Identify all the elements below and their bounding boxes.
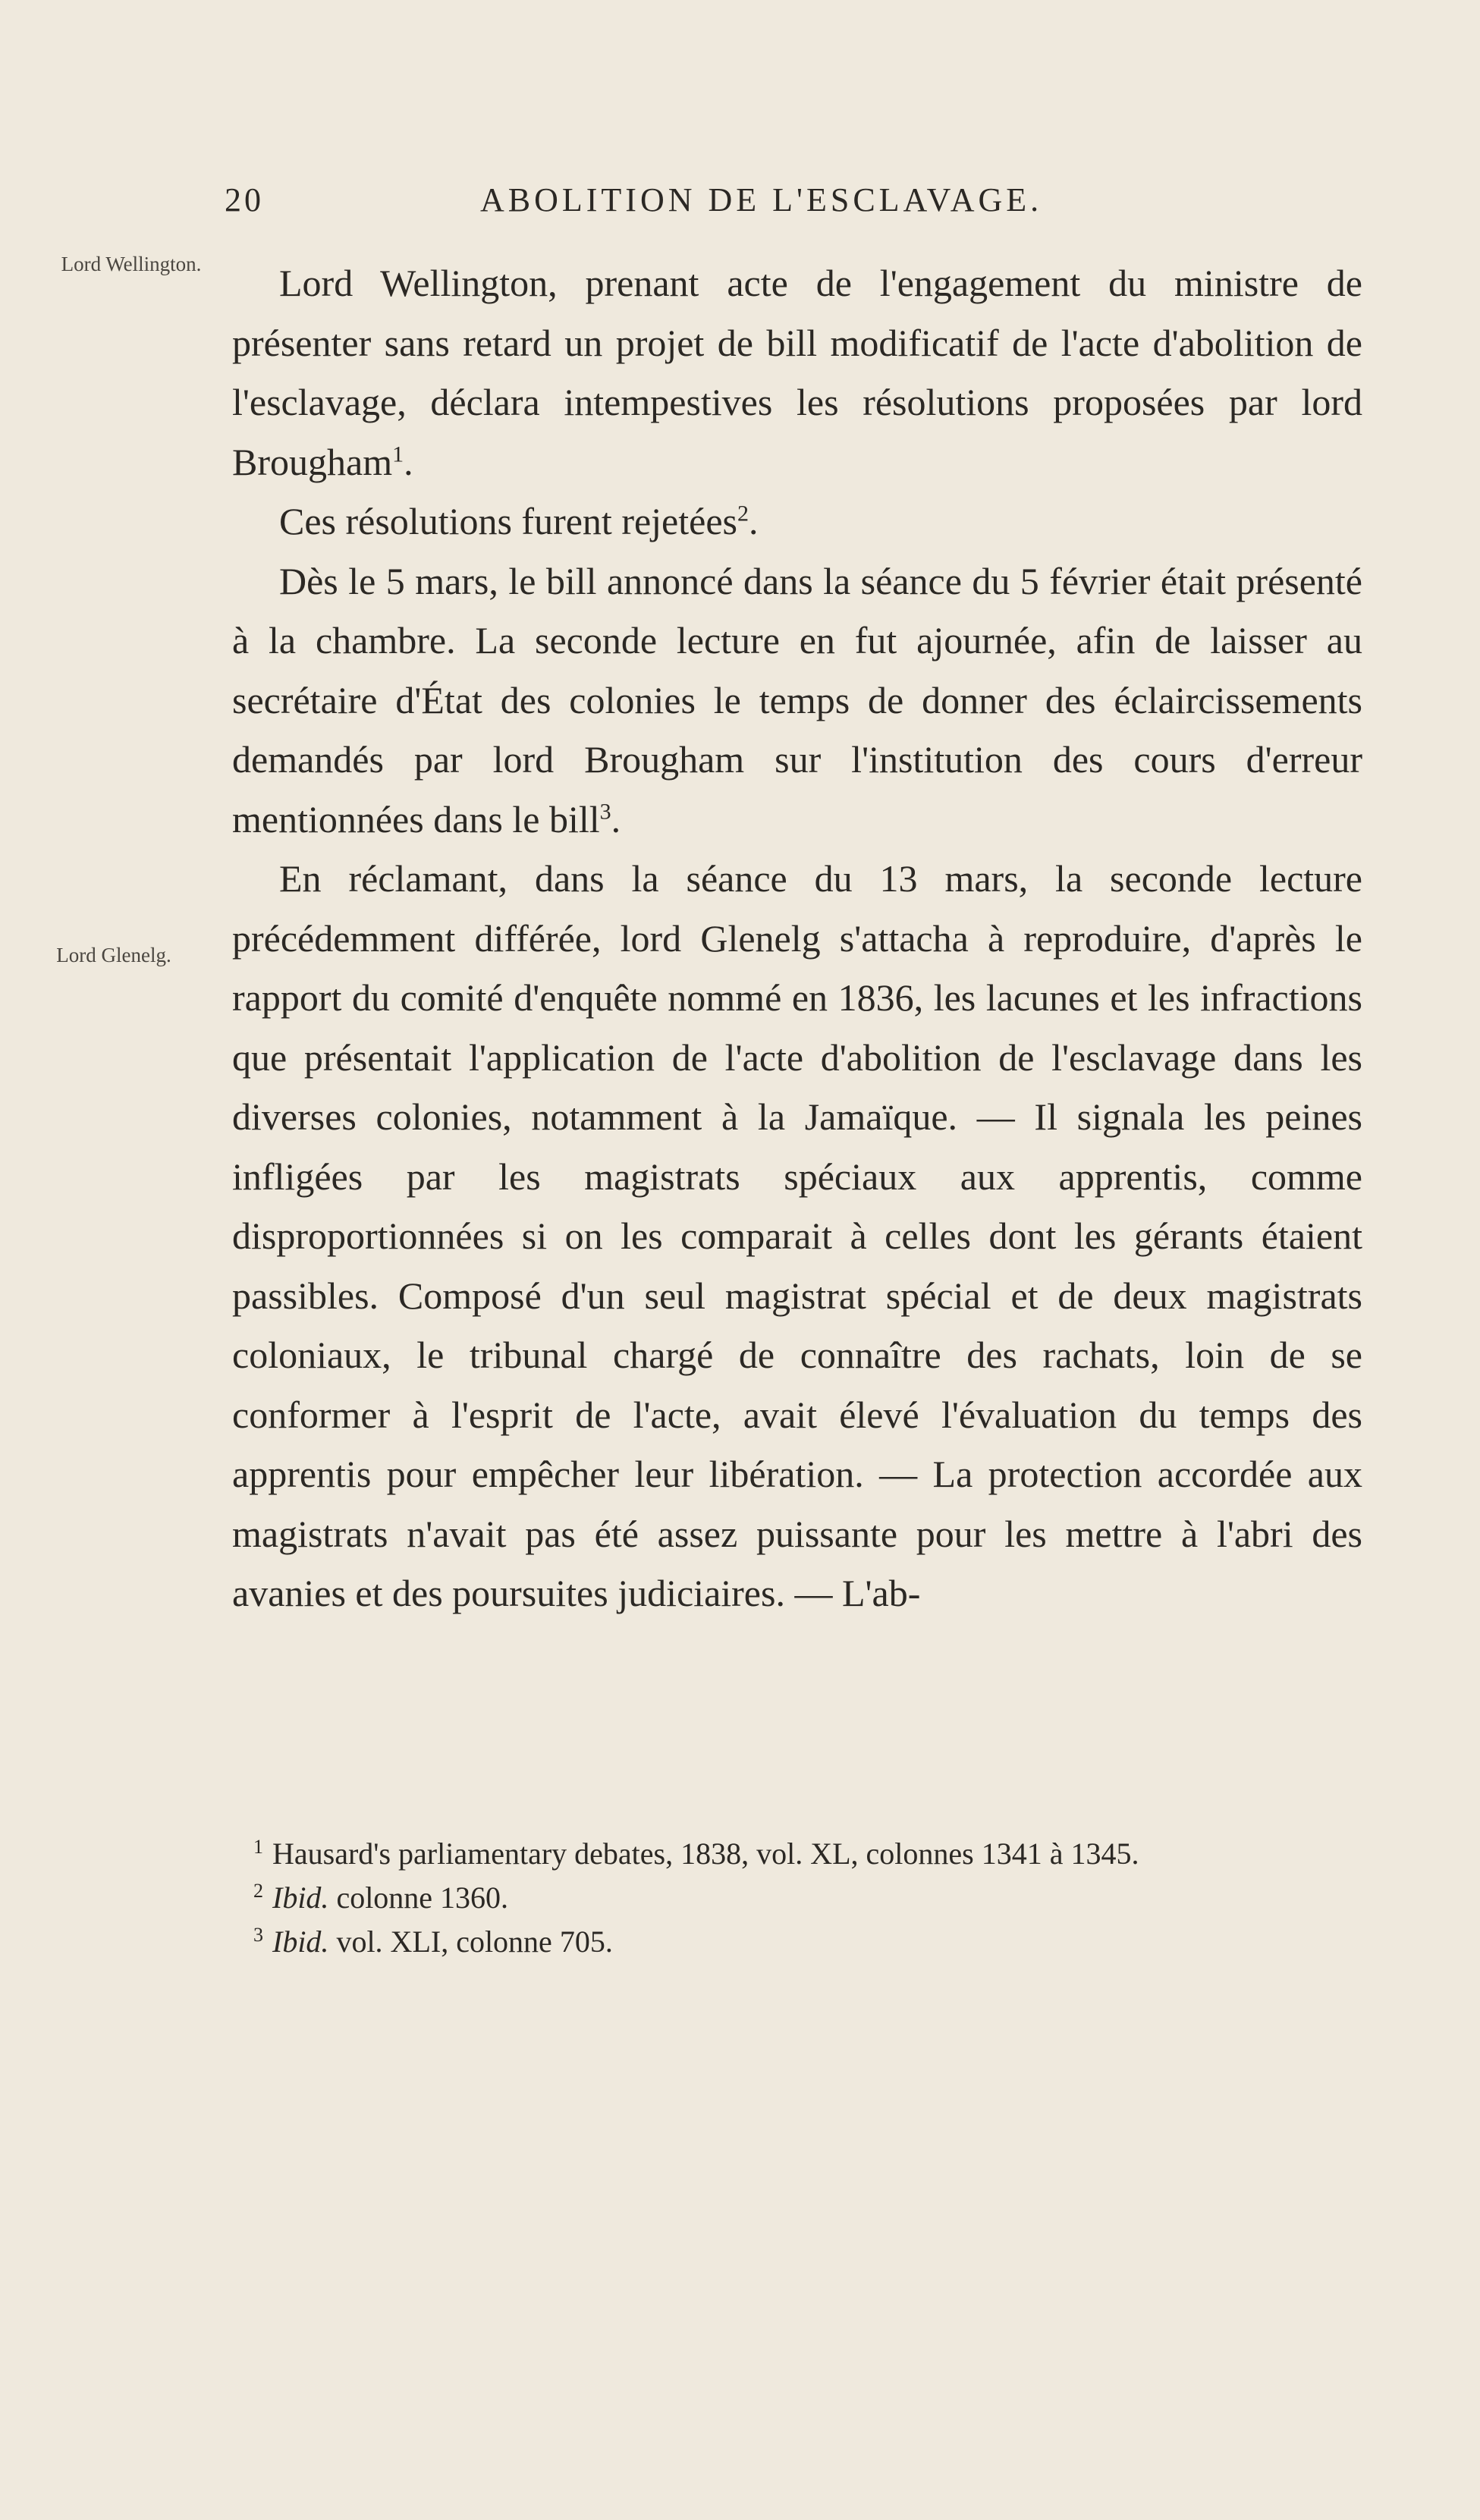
footnote-emphasis: Ibid.	[272, 1925, 329, 1959]
paragraph	[232, 492, 1362, 551]
paragraph-text: En réclamant, dans la séance du 13 mars, la seconde lecture précédemment différée, lord Glenelg s'attacha à reproduire, d'après le rapport du comité d'enquête nommé en 1836, les lacunes et les infractions que présentait l'application de l'acte d'abolition de l'esclavage dans les diverses colonies, notamment à la Jamaïque. — Il signala les peines infligées par les magistrats spéciaux aux apprentis, comme disproportionnées si on les comparait à celles dont les gérants étaient passibles. Composé d'un seul magistrat spécial et de deux magistrats coloniaux, le tribunal chargé de connaître des rachats, loin de se conformer à l'esprit de l'acte, avait élevé l'évaluation du temps des apprentis pour empêcher leur libération. — La protection accordée aux magistrats n'avait pas été assez puissante pour les mettre à l'abri des avanies et des poursuites judiciaires. — L'ab-	[232, 857, 1362, 1614]
footnote-ref: 1	[392, 441, 404, 467]
paragraph-text: Ces résolutions furent rejetées	[279, 500, 737, 542]
footnote-mark: 1	[253, 1835, 263, 1858]
paragraph-tail: .	[404, 440, 413, 483]
paragraph	[232, 849, 1362, 1623]
page-number: 20	[225, 181, 264, 218]
footnote-text: colonne 1360.	[328, 1881, 509, 1915]
paragraph-tail: .	[748, 500, 759, 542]
paragraph	[232, 551, 1362, 850]
paragraph-text: Dès le 5 mars, le bill annoncé dans la séance du 5 février était présenté à la chambre. La seconde lecture en fut ajournée, afin de laisser au secrétaire d'État des colonies le temps de donner des éclaircissements demandés par lord Brougham sur l'institution des cours d'erreur mentionnées dans le bill	[232, 559, 1362, 841]
margin-note-wellington: Lord Wellington.	[61, 253, 202, 275]
footnote-text: Hausard's parliamentary debates, 1838, vol. XL, colonnes 1341 à 1345.	[272, 1837, 1139, 1871]
paragraph	[232, 253, 1362, 492]
footnote	[232, 1876, 1362, 1920]
footnote	[232, 1920, 1362, 1964]
footnote-text: vol. XLI, colonne 705.	[328, 1925, 613, 1959]
paragraph-tail: .	[611, 797, 621, 841]
body-text	[232, 253, 1362, 1623]
footnote	[232, 1832, 1362, 1876]
footnote-ref: 2	[737, 501, 749, 526]
running-title: ABOLITION DE L'ESCLAVAGE.	[480, 181, 1043, 218]
paragraph-text: Lord Wellington, prenant acte de l'engagement du ministre de présenter sans retard un projet de bill modificatif de l'acte d'abolition de l'esclavage, déclara intempestives les résolutions proposées par lord Brougham	[232, 262, 1362, 483]
page-header	[225, 181, 1378, 234]
footnote-ref: 3	[599, 798, 611, 824]
footnote-emphasis: Ibid.	[272, 1881, 329, 1915]
margin-note-glenelg: Lord Glenelg.	[56, 944, 171, 966]
footnote-mark: 2	[253, 1879, 263, 1902]
footnotes	[232, 1832, 1362, 1964]
footnote-mark: 3	[253, 1923, 263, 1946]
